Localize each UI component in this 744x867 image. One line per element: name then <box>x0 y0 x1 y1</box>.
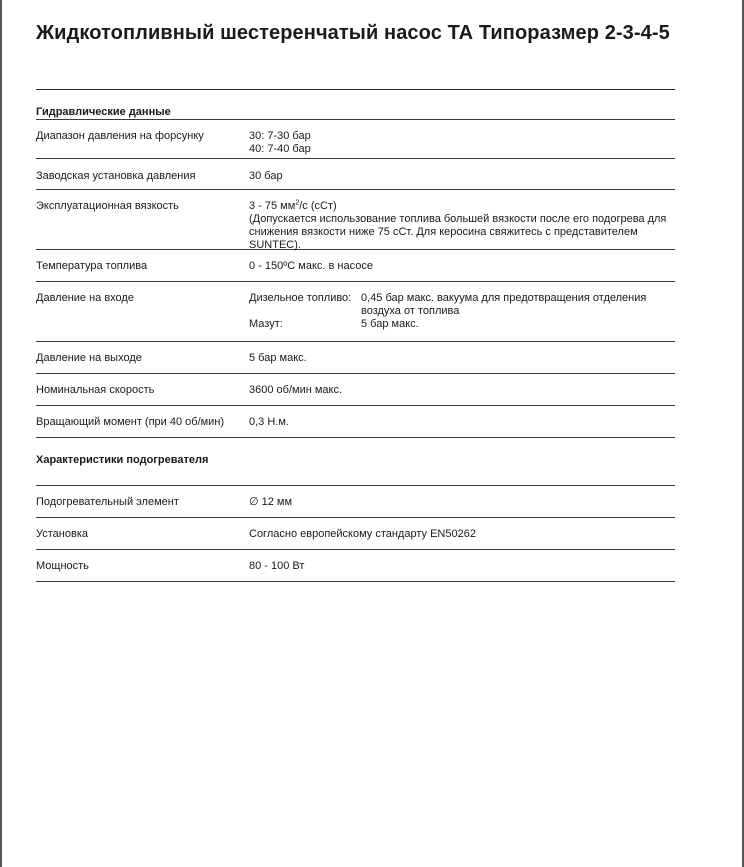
page-title: Жидкотопливный шестеренчатый насос ТА Типоразмер 2-3-4-5 <box>36 22 670 44</box>
spec-label: Номинальная скорость <box>36 384 155 396</box>
spec-label: Давление на выходе <box>36 352 142 364</box>
spec-row-nominal-speed <box>36 374 675 405</box>
spec-row-factory-pressure <box>36 159 675 189</box>
spec-value: ∅ 12 мм <box>249 496 293 508</box>
spec-row-viscosity <box>36 190 675 249</box>
spec-row-heater-element <box>36 486 675 517</box>
spec-label: Диапазон давления на форсунку <box>36 130 204 142</box>
spec-label: Установка <box>36 528 88 540</box>
spec-value-line: воздуха от топлива <box>361 305 460 317</box>
spec-value-line: 0,45 бар макс. вакуума для предотвращения отделения <box>361 292 647 304</box>
spec-value-line <box>249 200 675 213</box>
spec-label: Подогревательный элемент <box>36 496 179 508</box>
spec-row-outlet-pressure <box>36 342 675 373</box>
section-heading-hydraulic: Гидравлические данные <box>36 106 171 118</box>
spec-label: Давление на входе <box>36 292 134 304</box>
spec-value <box>249 292 675 341</box>
inlet-diesel-subrow <box>249 292 675 318</box>
sub-value <box>361 292 675 318</box>
spec-value-line: 30: 7-30 бар <box>249 130 311 142</box>
spec-label: Вращающий момент (при 40 об/мин) <box>36 416 225 428</box>
spec-label: Мощность <box>36 560 89 572</box>
spec-label: Температура топлива <box>36 260 148 272</box>
spec-label: Заводская установка давления <box>36 170 196 182</box>
spec-note-line: снижения вязкости ниже 75 сСт. Для керосина свяжитесь с представителем SUNTEC). <box>249 226 638 251</box>
sub-value: 5 бар макс. <box>361 318 419 330</box>
spec-row-nozzle-pressure <box>36 120 675 158</box>
divider <box>36 581 675 582</box>
spec-value: 5 бар макс. <box>249 352 307 364</box>
spec-row-inlet-pressure <box>36 282 675 341</box>
spec-note-line: (Допускается использование топлива большей вязкости после его подогрева для <box>249 213 667 225</box>
spec-value: 0,3 Н.м. <box>249 416 289 428</box>
spec-value: 30 бар <box>249 170 283 182</box>
viscosity-prefix: 3 - 75 мм <box>249 200 296 212</box>
spec-value: Согласно европейскому стандарту EN50262 <box>249 528 476 540</box>
inlet-mazut-subrow <box>249 318 675 331</box>
spec-value <box>249 200 675 249</box>
spec-value: 3600 об/мин макс. <box>249 384 343 396</box>
spec-row-torque <box>36 406 675 437</box>
spec-row-power <box>36 550 675 581</box>
section-heading-heater: Характеристики подогревателя <box>36 454 209 466</box>
spec-table <box>36 89 675 582</box>
spec-value: 0 - 150ºC макс. в насосе <box>249 260 373 272</box>
viscosity-suffix: /с (сСт) <box>299 200 337 212</box>
spec-label: Эксплуатационная вязкость <box>36 200 179 212</box>
sub-label: Дизельное топливо: <box>249 292 352 304</box>
spec-value: 80 - 100 Вт <box>249 560 305 572</box>
viscosity-superscript: 2 <box>295 199 300 207</box>
sub-label: Мазут: <box>249 318 283 330</box>
spec-row-installation <box>36 518 675 549</box>
spec-value <box>249 130 675 158</box>
spec-value-line: 40: 7-40 бар <box>249 143 311 155</box>
page-left-border <box>0 0 2 867</box>
spec-row-fuel-temperature <box>36 250 675 281</box>
